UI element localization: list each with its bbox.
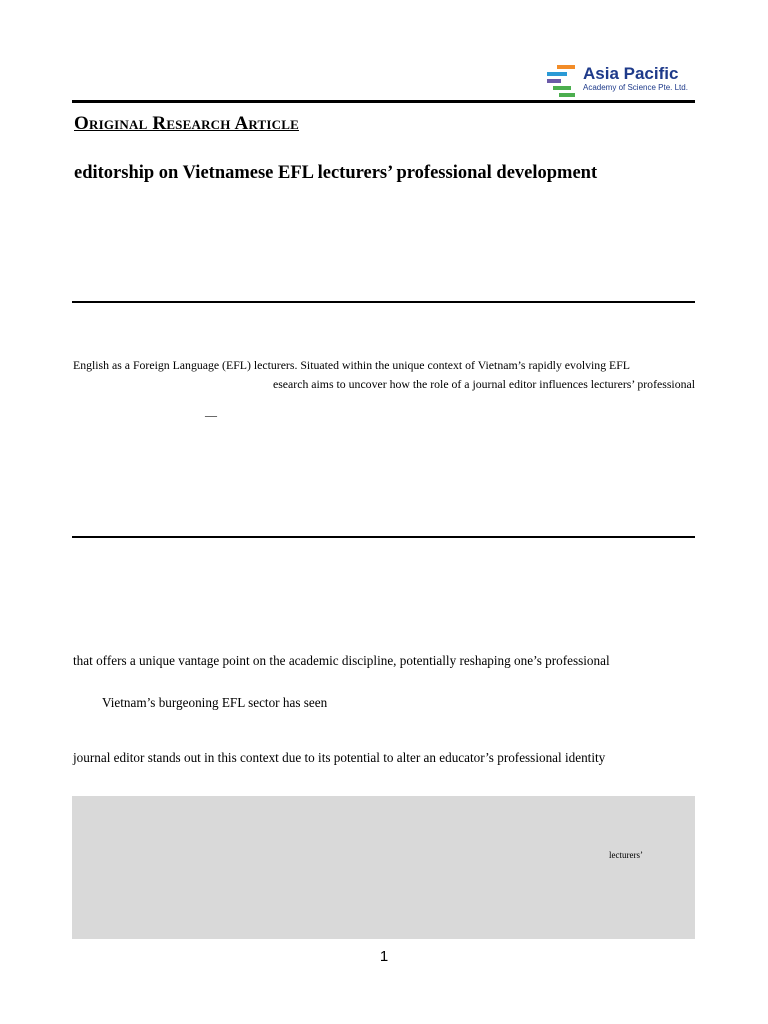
article-title: editorship on Vietnamese EFL lecturers’ professional development [74,163,598,183]
publisher-logo [545,64,705,98]
body-text-line: that offers a unique vantage point on the academic discipline, potentially reshaping one’s professional [73,653,610,668]
page-number: 1 [379,948,389,965]
body-text-line: Vietnam’s burgeoning EFL sector has seen [102,695,328,710]
abstract-dash: — [205,408,217,422]
title-divider [72,301,695,303]
abstract-text-line: esearch aims to uncover how the role of a journal editor influences lecturers’ professional [272,377,695,391]
publisher-subtitle: Academy of Science Pte. Ltd. [583,83,688,92]
article-type-heading: Original Research Article [74,113,299,134]
footnote-word: lecturers’ [609,850,643,860]
publisher-name: Asia Pacific [583,64,679,83]
body-text-line: journal editor stands out in this context due to its potential to alter an educator’s professional identity [73,750,606,765]
abstract-divider [72,536,695,538]
abstract-text-line: English as a Foreign Language (EFL) lecturers. Situated within the unique context of Vietnam’s rapidly evolving EFL [73,358,631,372]
top-divider [72,100,695,103]
publisher-logo-icon [545,64,579,98]
footnote-box [72,796,695,939]
